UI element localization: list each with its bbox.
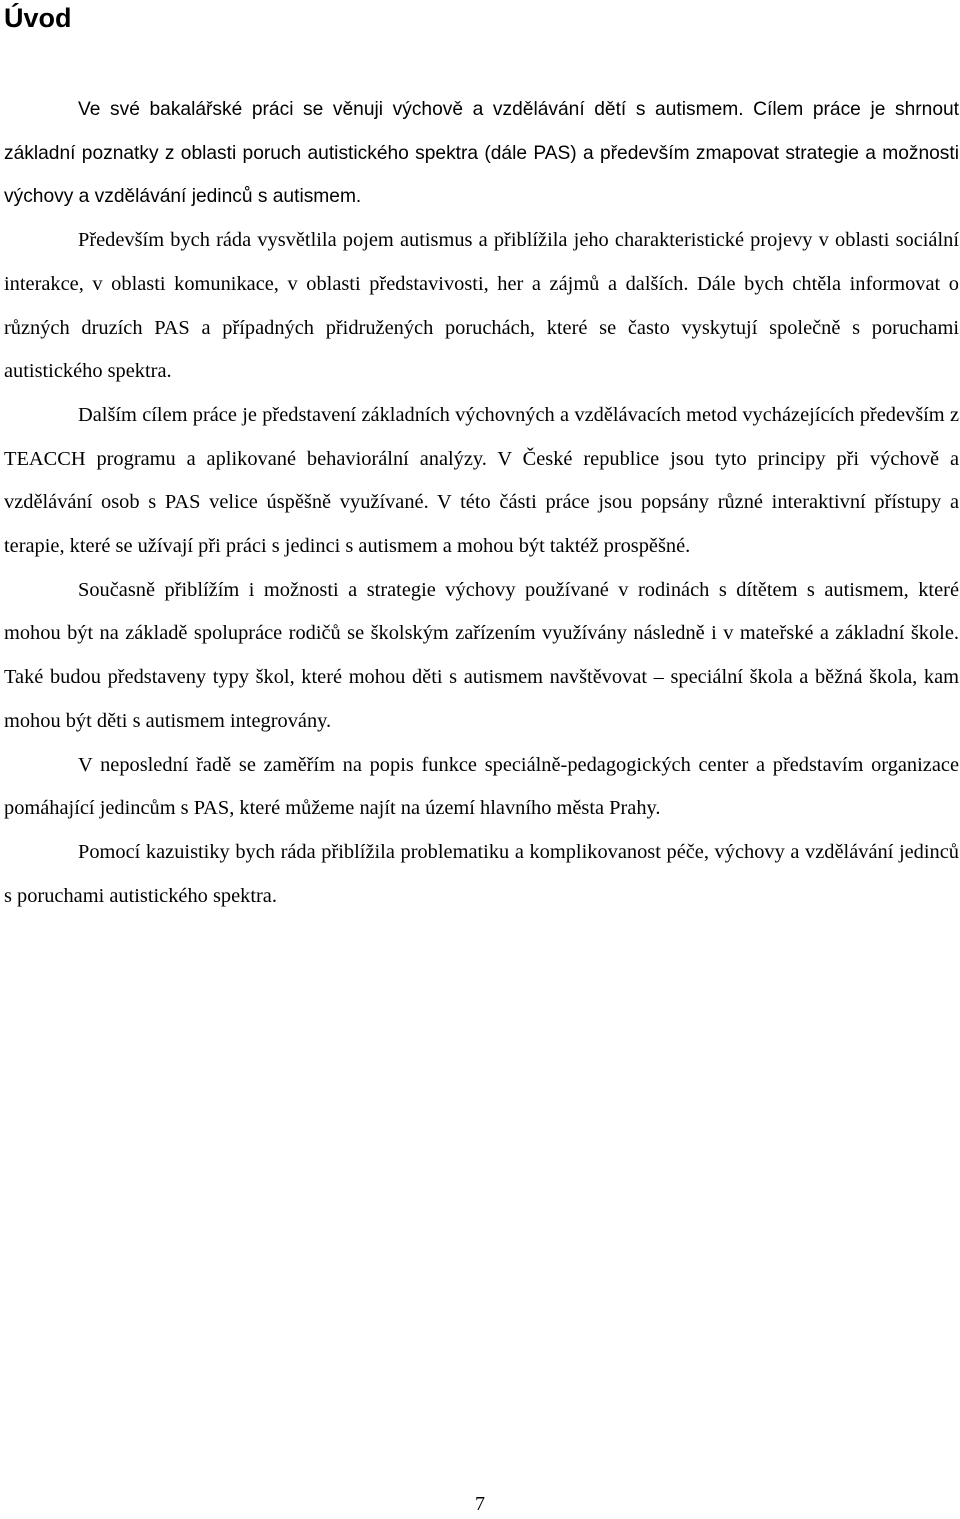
page-title: Úvod xyxy=(4,3,72,33)
paragraph-6: Pomocí kazuistiky bych ráda přiblížila problematiku a komplikovanost péče, výchovy a vzdělávání jedinců s poruchami autistického spektra. xyxy=(4,840,959,907)
page-number: 7 xyxy=(475,1493,485,1515)
paragraph-2: Především bych ráda vysvětlila pojem autismus a přiblížila jeho charakteristické projevy v oblasti sociální interakce, v oblasti komunikace, v oblasti představivosti, her a zájmů a dalších. Dále bych chtěla informovat o různých druzích PAS a případných přidružených poruchách, které se často vyskytují společně s poruchami autistického spektra. xyxy=(4,229,959,383)
body-text xyxy=(4,88,959,918)
paragraph-3: Dalším cílem práce je představení základních výchovných a vzdělávacích metod vycházejících především z TEACCH programu a aplikované behaviorální analýzy. V České republice jsou tyto principy při výchově a vzdělávání osob s PAS velice úspěšně využívané. V této části práce jsou popsány různé interaktivní přístupy a terapie, které se užívají při práci s jedinci s autismem a mohou být taktéž prospěšné. xyxy=(4,403,959,558)
paragraph-5: V neposlední řadě se zaměřím na popis funkce speciálně-pedagogických center a představím organizace pomáhající jedincům s PAS, které můžeme najít na území hlavního města Prahy. xyxy=(4,753,959,820)
paragraph-4: Současně přiblížím i možnosti a strategie výchovy používané v rodinách s dítětem s autismem, které mohou být na základě spolupráce rodičů se školským zařízením využívány následně i v mateřské a základní škole. Také budou představeny typy škol, které mohou děti s autismem navštěvovat – speciální škola a běžná škola, kam mohou být děti s autismem integrovány. xyxy=(4,578,959,732)
paragraph-1: Ve své bakalářské práci se věnuji výchově a vzdělávání dětí s autismem. Cílem práce je shrnout základní poznatky z oblasti poruch autistického spektra (dále PAS) a především zmapovat strategie a možnosti výchovy a vzdělávání jedinců s autismem. xyxy=(4,99,959,208)
